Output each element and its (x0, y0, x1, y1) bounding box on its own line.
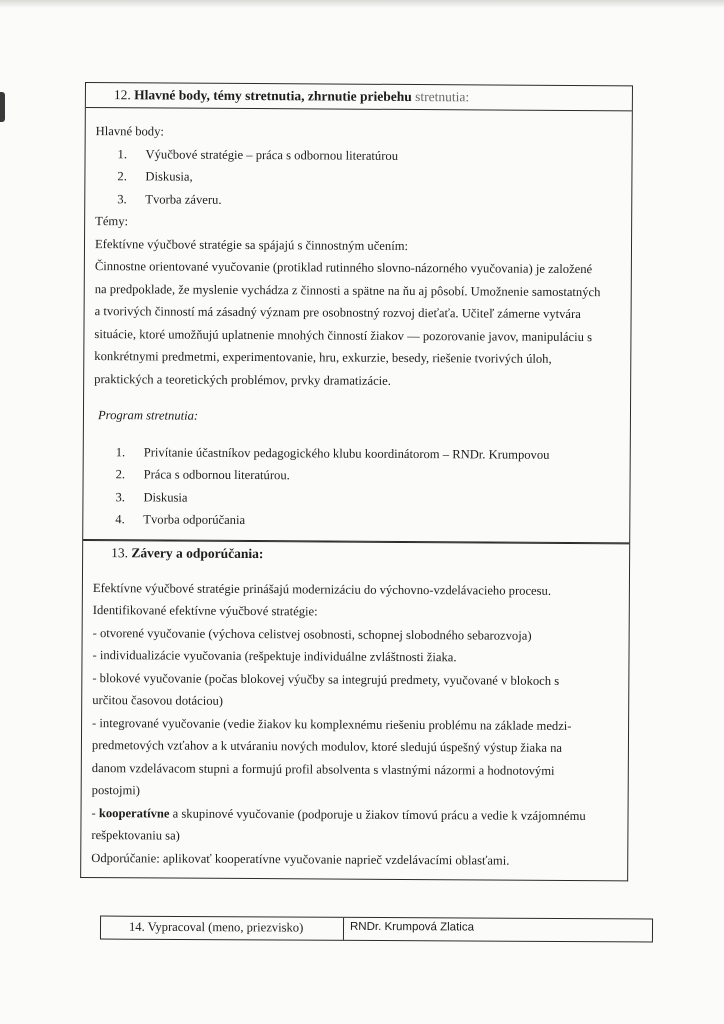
list-item: 4. Tvorba odporúčania (115, 512, 246, 527)
section-12-number: 12. (113, 87, 131, 103)
themes-line: praktických a teoretických problémov, prvky dramatizácie. (94, 371, 391, 388)
list-item: 2. Práca s odbornou literatúrou. (115, 467, 290, 483)
report-table (80, 82, 633, 881)
cooperative-line: - kooperatívne a skupinové vyučovanie (podporuje u žiakov tímovú prácu a vedie k vzájomnému (91, 805, 586, 823)
themes-line: konkrétnymi predmetmi, experimentovanie, hru, exkurzie, besedy, riešenie tvorivých úloh, (94, 349, 552, 366)
conclusion-line: Efektívne výučbové stratégie prinášajú modernizáciu do výchovno-vzdelávacieho procesu. (92, 580, 552, 598)
conclusion-line: Identifikované efektívne výučbové stratégie: (92, 603, 318, 619)
list-item: 2. Diskusia, (117, 169, 193, 184)
cooperative-keyword: kooperatívne (98, 805, 170, 821)
list-item: 3. Diskusia (115, 489, 188, 505)
section-12-body (83, 108, 632, 542)
themes-line: situácie, ktoré umožňujú uplatnenie mnohých činností žiakov — pozorovanie javov, manipuláciu s (94, 326, 593, 344)
section-13 (80, 539, 630, 881)
program-list (93, 441, 620, 534)
section-13-body (81, 564, 629, 880)
section-12-title: Hlavné body, témy stretnutia, zhrnutie priebehu (134, 87, 412, 104)
list-item: 1. Privítanie účastníkov pedagogického klubu koordinátorom – RNDr. Krumpovou (115, 444, 550, 462)
conclusion-line: určitou časovou dotáciou) (92, 693, 224, 708)
author-value: RNDr. Krumpová Zlatica (349, 920, 475, 934)
conclusion-line: - individualizácie vyučovania (rešpektuje individuálne zvláštnosti žiaka. (92, 648, 457, 665)
conclusion-line: predmetových vzťahov a k utváraniu nových modulov, ktoré sledujú úspešný výstup žiaka na (91, 738, 563, 755)
themes-line: Činnostne orientované vyučovanie (protiklad rutinného slovno-názorného vyučovania) je založené (94, 259, 593, 277)
conclusion-line: - blokové vyučovanie (počas blokovej výučby sa integrujú predmety, vyučované v blokoch s (92, 670, 560, 688)
section-14 (100, 916, 653, 943)
themes-line: a tvorivých činností má zásadný význam pre osobnostný rozvoj dieťaťa. Učiteľ zámerne vytvára (94, 304, 581, 322)
main-points-list (95, 143, 621, 214)
section-13-heading (83, 539, 629, 567)
program-label: Program stretnutia: (97, 408, 199, 423)
conclusion-line: danom vzdelávacom stupni a formujú profil absolventa s vlastnými názormi a hodnotovými (91, 760, 555, 778)
section-12-title-tail: stretnutia: (415, 89, 470, 105)
conclusion-line: rešpektovaniu sa) (91, 828, 180, 843)
themes-line: na predpoklade, že myslenie vychádza z činnosti a spätne na ňu aj pôsobí. Umožnenie samostatných (94, 281, 601, 299)
main-points-label: Hlavné body: (95, 124, 164, 139)
themes-line: Efektívne výučbové stratégie sa spájajú s činnostným učením: (94, 236, 409, 253)
recommendation-line: Odporúčanie: aplikovať kooperatívne vyučovanie naprieč vzdelávacími oblasťami. (91, 850, 510, 868)
scan-top-edge (0, 0, 724, 8)
conclusion-line: - otvorené vyučovanie (výchova celistvej osobnosti, schopnej slobodného sebarozvoja) (92, 625, 532, 643)
list-item: 3. Tvorba záveru. (117, 191, 222, 207)
author-label: 14. Vypracoval (meno, priezvisko) (101, 917, 344, 940)
list-item: 1. Výučbové stratégie – práca s odbornou literatúrou (117, 146, 399, 163)
section-13-number: 13. (111, 544, 129, 560)
section-13-title: Závery a odporúčania: (131, 544, 264, 561)
section-12 (82, 82, 633, 543)
section-12-heading (86, 83, 632, 111)
conclusion-line: postojmi) (91, 783, 140, 798)
themes-label: Témy: (95, 214, 129, 229)
conclusion-line: - integrované vyučovanie (vedie žiakov ku komplexnému riešeniu problému na základe medzi- (92, 715, 572, 733)
scan-edge-mark (0, 92, 5, 122)
